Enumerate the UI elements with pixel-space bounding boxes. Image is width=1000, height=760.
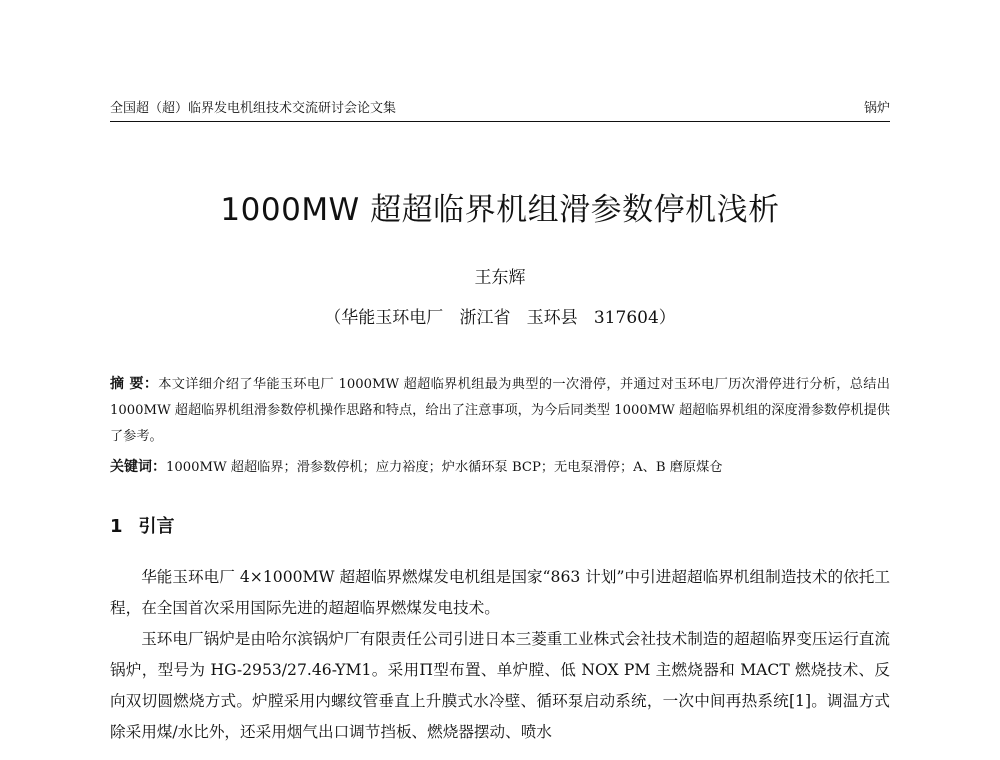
author-affiliation: （华能玉环电厂 浙江省 玉环县 317604） bbox=[324, 308, 676, 328]
paper-title: 1000MW 超超临界机组滑参数停机浅析 bbox=[220, 192, 780, 228]
section-number: 1 bbox=[110, 516, 123, 537]
header-rule bbox=[110, 121, 890, 122]
body-paragraph: 华能玉环电厂 4×1000MW 超超临界燃煤发电机组是国家“863 计划”中引进超超临界机组制造技术的依托工程，在全国首次采用国际先进的超超临界燃煤发电技术。 bbox=[110, 568, 890, 617]
abstract-label: 摘 要： bbox=[110, 376, 159, 392]
paper-author: 王东辉 bbox=[474, 268, 526, 288]
section-title: 引言 bbox=[138, 516, 175, 537]
body-paragraph: 玉环电厂锅炉是由哈尔滨锅炉厂有限责任公司引进日本三菱重工业株式会社技术制造的超超临界变压运行直流锅炉，型号为 HG-2953/27.46-YM1。采用Π型布置、单炉膛、低 NOX PM 主燃烧器和 MACT 燃烧技术、反向双切圆燃烧方式。炉膛采用内螺纹管垂直上升膜式水冷壁、循环泵启动系统，一次中间再热系统[1]。调温方式除采用煤/水比外，还采用烟气出口调节挡板、燃烧器摆动、喷水 bbox=[110, 630, 890, 741]
keywords-text: 1000MW 超超临界；滑参数停机；应力裕度；炉水循环泵 BCP；无电泵滑停；A、B 磨原煤仓 bbox=[166, 460, 723, 475]
abstract-text: 本文详细介绍了华能玉环电厂 1000MW 超超临界机组最为典型的一次滑停，并通过对玉环电厂历次滑停进行分析，总结出 1000MW 超超临界机组滑参数停机操作思路和特点，给出了注意事项，为今后同类型 1000MW 超超临界机组的深度滑参数停机提供了参考。 bbox=[110, 377, 890, 444]
keywords bbox=[110, 455, 890, 480]
body-text bbox=[110, 562, 890, 748]
running-header bbox=[110, 99, 890, 121]
proceedings-title: 全国超（超）临界发电机组技术交流研讨会论文集 bbox=[110, 101, 397, 116]
section-category: 锅炉 bbox=[863, 101, 890, 116]
section-heading bbox=[110, 514, 175, 540]
abstract bbox=[110, 371, 890, 450]
keywords-label: 关键词： bbox=[110, 459, 166, 475]
